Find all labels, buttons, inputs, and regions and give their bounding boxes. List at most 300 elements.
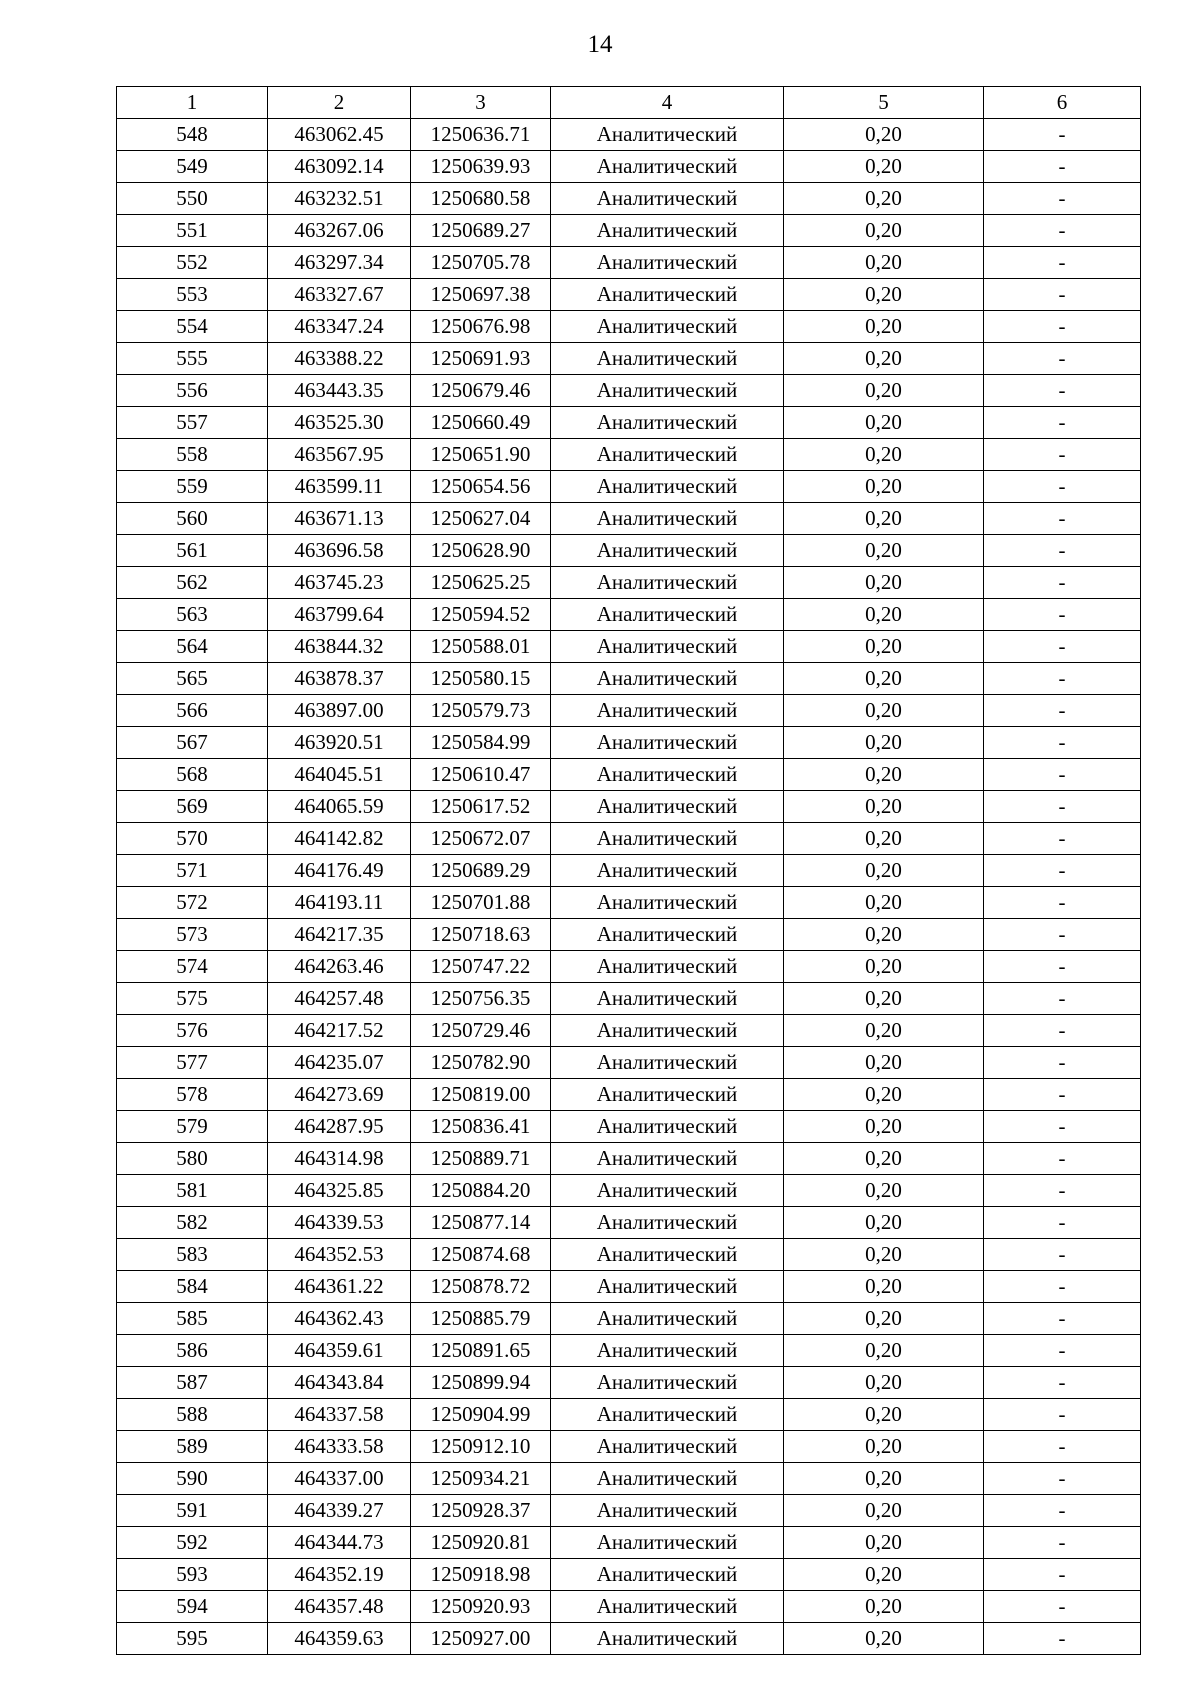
y-coordinate-cell: 1250697.38 xyxy=(411,279,551,311)
x-coordinate-cell: 463297.34 xyxy=(268,247,411,279)
accuracy-cell: 0,20 xyxy=(784,791,984,823)
note-cell: - xyxy=(984,503,1141,535)
y-coordinate-cell: 1250654.56 xyxy=(411,471,551,503)
accuracy-cell: 0,20 xyxy=(784,631,984,663)
method-cell: Аналитический xyxy=(551,1335,784,1367)
point-number-cell: 561 xyxy=(117,535,268,567)
point-number-cell: 567 xyxy=(117,727,268,759)
table-row xyxy=(117,567,1141,599)
method-cell: Аналитический xyxy=(551,1559,784,1591)
point-number-cell: 587 xyxy=(117,1367,268,1399)
y-coordinate-cell: 1250928.37 xyxy=(411,1495,551,1527)
accuracy-cell: 0,20 xyxy=(784,183,984,215)
y-coordinate-cell: 1250747.22 xyxy=(411,951,551,983)
y-coordinate-cell: 1250920.81 xyxy=(411,1527,551,1559)
table-row xyxy=(117,503,1141,535)
note-cell: - xyxy=(984,1591,1141,1623)
x-coordinate-cell: 464065.59 xyxy=(268,791,411,823)
accuracy-cell: 0,20 xyxy=(784,1047,984,1079)
point-number-cell: 571 xyxy=(117,855,268,887)
note-cell: - xyxy=(984,887,1141,919)
method-cell: Аналитический xyxy=(551,855,784,887)
x-coordinate-cell: 464362.43 xyxy=(268,1303,411,1335)
x-coordinate-cell: 463799.64 xyxy=(268,599,411,631)
x-coordinate-cell: 464314.98 xyxy=(268,1143,411,1175)
x-coordinate-cell: 463920.51 xyxy=(268,727,411,759)
table-row xyxy=(117,183,1141,215)
method-cell: Аналитический xyxy=(551,1047,784,1079)
accuracy-cell: 0,20 xyxy=(784,1399,984,1431)
x-coordinate-cell: 463443.35 xyxy=(268,375,411,407)
point-number-cell: 558 xyxy=(117,439,268,471)
table-row xyxy=(117,1079,1141,1111)
point-number-cell: 553 xyxy=(117,279,268,311)
column-header-3: 3 xyxy=(411,87,551,119)
note-cell: - xyxy=(984,1143,1141,1175)
x-coordinate-cell: 463844.32 xyxy=(268,631,411,663)
table-row xyxy=(117,247,1141,279)
accuracy-cell: 0,20 xyxy=(784,1207,984,1239)
note-cell: - xyxy=(984,1047,1141,1079)
accuracy-cell: 0,20 xyxy=(784,1559,984,1591)
method-cell: Аналитический xyxy=(551,631,784,663)
accuracy-cell: 0,20 xyxy=(784,407,984,439)
note-cell: - xyxy=(984,535,1141,567)
table-row xyxy=(117,1143,1141,1175)
table-row xyxy=(117,631,1141,663)
x-coordinate-cell: 464359.63 xyxy=(268,1623,411,1655)
method-cell: Аналитический xyxy=(551,1623,784,1655)
table-row xyxy=(117,343,1141,375)
accuracy-cell: 0,20 xyxy=(784,1175,984,1207)
method-cell: Аналитический xyxy=(551,471,784,503)
x-coordinate-cell: 463092.14 xyxy=(268,151,411,183)
table-row xyxy=(117,1623,1141,1655)
x-coordinate-cell: 464176.49 xyxy=(268,855,411,887)
point-number-cell: 594 xyxy=(117,1591,268,1623)
method-cell: Аналитический xyxy=(551,887,784,919)
note-cell: - xyxy=(984,951,1141,983)
y-coordinate-cell: 1250899.94 xyxy=(411,1367,551,1399)
accuracy-cell: 0,20 xyxy=(784,215,984,247)
point-number-cell: 560 xyxy=(117,503,268,535)
point-number-cell: 562 xyxy=(117,567,268,599)
note-cell: - xyxy=(984,1527,1141,1559)
point-number-cell: 593 xyxy=(117,1559,268,1591)
x-coordinate-cell: 463599.11 xyxy=(268,471,411,503)
note-cell: - xyxy=(984,1175,1141,1207)
accuracy-cell: 0,20 xyxy=(784,1495,984,1527)
note-cell: - xyxy=(984,1431,1141,1463)
y-coordinate-cell: 1250672.07 xyxy=(411,823,551,855)
note-cell: - xyxy=(984,215,1141,247)
x-coordinate-cell: 464287.95 xyxy=(268,1111,411,1143)
point-number-cell: 576 xyxy=(117,1015,268,1047)
x-coordinate-cell: 463745.23 xyxy=(268,567,411,599)
y-coordinate-cell: 1250885.79 xyxy=(411,1303,551,1335)
note-cell: - xyxy=(984,727,1141,759)
point-number-cell: 579 xyxy=(117,1111,268,1143)
table-row xyxy=(117,1271,1141,1303)
y-coordinate-cell: 1250579.73 xyxy=(411,695,551,727)
x-coordinate-cell: 464337.00 xyxy=(268,1463,411,1495)
accuracy-cell: 0,20 xyxy=(784,1271,984,1303)
accuracy-cell: 0,20 xyxy=(784,1527,984,1559)
y-coordinate-cell: 1250877.14 xyxy=(411,1207,551,1239)
column-header-2: 2 xyxy=(268,87,411,119)
table-row xyxy=(117,1207,1141,1239)
table-row xyxy=(117,1335,1141,1367)
method-cell: Аналитический xyxy=(551,663,784,695)
table-row xyxy=(117,407,1141,439)
y-coordinate-cell: 1250689.29 xyxy=(411,855,551,887)
method-cell: Аналитический xyxy=(551,1239,784,1271)
point-number-cell: 582 xyxy=(117,1207,268,1239)
note-cell: - xyxy=(984,311,1141,343)
column-header-6: 6 xyxy=(984,87,1141,119)
table-row xyxy=(117,1303,1141,1335)
y-coordinate-cell: 1250874.68 xyxy=(411,1239,551,1271)
method-cell: Аналитический xyxy=(551,1367,784,1399)
x-coordinate-cell: 464142.82 xyxy=(268,823,411,855)
y-coordinate-cell: 1250676.98 xyxy=(411,311,551,343)
y-coordinate-cell: 1250889.71 xyxy=(411,1143,551,1175)
y-coordinate-cell: 1250836.41 xyxy=(411,1111,551,1143)
table-row xyxy=(117,1239,1141,1271)
method-cell: Аналитический xyxy=(551,1399,784,1431)
accuracy-cell: 0,20 xyxy=(784,823,984,855)
note-cell: - xyxy=(984,1495,1141,1527)
note-cell: - xyxy=(984,471,1141,503)
table-header xyxy=(117,87,1141,119)
point-number-cell: 583 xyxy=(117,1239,268,1271)
note-cell: - xyxy=(984,823,1141,855)
accuracy-cell: 0,20 xyxy=(784,471,984,503)
accuracy-cell: 0,20 xyxy=(784,503,984,535)
y-coordinate-cell: 1250660.49 xyxy=(411,407,551,439)
note-cell: - xyxy=(984,343,1141,375)
table-row xyxy=(117,759,1141,791)
y-coordinate-cell: 1250927.00 xyxy=(411,1623,551,1655)
y-coordinate-cell: 1250729.46 xyxy=(411,1015,551,1047)
point-number-cell: 592 xyxy=(117,1527,268,1559)
point-number-cell: 572 xyxy=(117,887,268,919)
note-cell: - xyxy=(984,151,1141,183)
accuracy-cell: 0,20 xyxy=(784,1015,984,1047)
x-coordinate-cell: 463388.22 xyxy=(268,343,411,375)
point-number-cell: 556 xyxy=(117,375,268,407)
note-cell: - xyxy=(984,599,1141,631)
y-coordinate-cell: 1250934.21 xyxy=(411,1463,551,1495)
y-coordinate-cell: 1250884.20 xyxy=(411,1175,551,1207)
method-cell: Аналитический xyxy=(551,1271,784,1303)
note-cell: - xyxy=(984,1303,1141,1335)
table-row xyxy=(117,1591,1141,1623)
method-cell: Аналитический xyxy=(551,1079,784,1111)
y-coordinate-cell: 1250701.88 xyxy=(411,887,551,919)
point-number-cell: 568 xyxy=(117,759,268,791)
accuracy-cell: 0,20 xyxy=(784,695,984,727)
note-cell: - xyxy=(984,1335,1141,1367)
point-number-cell: 585 xyxy=(117,1303,268,1335)
method-cell: Аналитический xyxy=(551,695,784,727)
point-number-cell: 588 xyxy=(117,1399,268,1431)
coordinates-table xyxy=(116,86,1141,1655)
note-cell: - xyxy=(984,1015,1141,1047)
table-row xyxy=(117,215,1141,247)
x-coordinate-cell: 463567.95 xyxy=(268,439,411,471)
x-coordinate-cell: 463232.51 xyxy=(268,183,411,215)
y-coordinate-cell: 1250628.90 xyxy=(411,535,551,567)
x-coordinate-cell: 464357.48 xyxy=(268,1591,411,1623)
method-cell: Аналитический xyxy=(551,919,784,951)
accuracy-cell: 0,20 xyxy=(784,887,984,919)
y-coordinate-cell: 1250617.52 xyxy=(411,791,551,823)
y-coordinate-cell: 1250594.52 xyxy=(411,599,551,631)
y-coordinate-cell: 1250878.72 xyxy=(411,1271,551,1303)
table-row xyxy=(117,663,1141,695)
point-number-cell: 574 xyxy=(117,951,268,983)
point-number-cell: 563 xyxy=(117,599,268,631)
note-cell: - xyxy=(984,1463,1141,1495)
table-row xyxy=(117,311,1141,343)
note-cell: - xyxy=(984,1399,1141,1431)
y-coordinate-cell: 1250584.99 xyxy=(411,727,551,759)
y-coordinate-cell: 1250891.65 xyxy=(411,1335,551,1367)
table-row xyxy=(117,439,1141,471)
point-number-cell: 595 xyxy=(117,1623,268,1655)
page-number: 14 xyxy=(587,31,613,58)
method-cell: Аналитический xyxy=(551,567,784,599)
x-coordinate-cell: 464339.53 xyxy=(268,1207,411,1239)
x-coordinate-cell: 463267.06 xyxy=(268,215,411,247)
point-number-cell: 570 xyxy=(117,823,268,855)
accuracy-cell: 0,20 xyxy=(784,375,984,407)
note-cell: - xyxy=(984,1079,1141,1111)
method-cell: Аналитический xyxy=(551,951,784,983)
accuracy-cell: 0,20 xyxy=(784,663,984,695)
table-row xyxy=(117,1015,1141,1047)
x-coordinate-cell: 464325.85 xyxy=(268,1175,411,1207)
point-number-cell: 551 xyxy=(117,215,268,247)
note-cell: - xyxy=(984,375,1141,407)
point-number-cell: 578 xyxy=(117,1079,268,1111)
x-coordinate-cell: 463671.13 xyxy=(268,503,411,535)
method-cell: Аналитический xyxy=(551,183,784,215)
method-cell: Аналитический xyxy=(551,439,784,471)
y-coordinate-cell: 1250627.04 xyxy=(411,503,551,535)
y-coordinate-cell: 1250782.90 xyxy=(411,1047,551,1079)
table-row xyxy=(117,951,1141,983)
table-row xyxy=(117,375,1141,407)
y-coordinate-cell: 1250680.58 xyxy=(411,183,551,215)
y-coordinate-cell: 1250705.78 xyxy=(411,247,551,279)
note-cell: - xyxy=(984,663,1141,695)
accuracy-cell: 0,20 xyxy=(784,727,984,759)
point-number-cell: 550 xyxy=(117,183,268,215)
x-coordinate-cell: 464344.73 xyxy=(268,1527,411,1559)
x-coordinate-cell: 464045.51 xyxy=(268,759,411,791)
point-number-cell: 565 xyxy=(117,663,268,695)
accuracy-cell: 0,20 xyxy=(784,279,984,311)
table-row xyxy=(117,919,1141,951)
y-coordinate-cell: 1250689.27 xyxy=(411,215,551,247)
x-coordinate-cell: 464333.58 xyxy=(268,1431,411,1463)
y-coordinate-cell: 1250691.93 xyxy=(411,343,551,375)
method-cell: Аналитический xyxy=(551,983,784,1015)
point-number-cell: 548 xyxy=(117,119,268,151)
point-number-cell: 584 xyxy=(117,1271,268,1303)
note-cell: - xyxy=(984,631,1141,663)
accuracy-cell: 0,20 xyxy=(784,151,984,183)
note-cell: - xyxy=(984,1623,1141,1655)
table-row xyxy=(117,791,1141,823)
method-cell: Аналитический xyxy=(551,1431,784,1463)
x-coordinate-cell: 463327.67 xyxy=(268,279,411,311)
x-coordinate-cell: 464337.58 xyxy=(268,1399,411,1431)
method-cell: Аналитический xyxy=(551,1527,784,1559)
accuracy-cell: 0,20 xyxy=(784,599,984,631)
accuracy-cell: 0,20 xyxy=(784,1623,984,1655)
note-cell: - xyxy=(984,407,1141,439)
point-number-cell: 552 xyxy=(117,247,268,279)
note-cell: - xyxy=(984,1367,1141,1399)
table-row xyxy=(117,279,1141,311)
note-cell: - xyxy=(984,183,1141,215)
note-cell: - xyxy=(984,1271,1141,1303)
note-cell: - xyxy=(984,439,1141,471)
method-cell: Аналитический xyxy=(551,1463,784,1495)
table-row xyxy=(117,1559,1141,1591)
point-number-cell: 589 xyxy=(117,1431,268,1463)
x-coordinate-cell: 464273.69 xyxy=(268,1079,411,1111)
method-cell: Аналитический xyxy=(551,1015,784,1047)
method-cell: Аналитический xyxy=(551,343,784,375)
method-cell: Аналитический xyxy=(551,1495,784,1527)
accuracy-cell: 0,20 xyxy=(784,1335,984,1367)
x-coordinate-cell: 464352.19 xyxy=(268,1559,411,1591)
note-cell: - xyxy=(984,791,1141,823)
note-cell: - xyxy=(984,247,1141,279)
y-coordinate-cell: 1250651.90 xyxy=(411,439,551,471)
accuracy-cell: 0,20 xyxy=(784,1591,984,1623)
point-number-cell: 557 xyxy=(117,407,268,439)
note-cell: - xyxy=(984,1111,1141,1143)
accuracy-cell: 0,20 xyxy=(784,439,984,471)
note-cell: - xyxy=(984,919,1141,951)
x-coordinate-cell: 463062.45 xyxy=(268,119,411,151)
accuracy-cell: 0,20 xyxy=(784,343,984,375)
y-coordinate-cell: 1250625.25 xyxy=(411,567,551,599)
table-row xyxy=(117,727,1141,759)
accuracy-cell: 0,20 xyxy=(784,919,984,951)
note-cell: - xyxy=(984,695,1141,727)
accuracy-cell: 0,20 xyxy=(784,311,984,343)
note-cell: - xyxy=(984,279,1141,311)
accuracy-cell: 0,20 xyxy=(784,247,984,279)
accuracy-cell: 0,20 xyxy=(784,1367,984,1399)
point-number-cell: 573 xyxy=(117,919,268,951)
table-row xyxy=(117,1495,1141,1527)
x-coordinate-cell: 463525.30 xyxy=(268,407,411,439)
method-cell: Аналитический xyxy=(551,407,784,439)
x-coordinate-cell: 463878.37 xyxy=(268,663,411,695)
x-coordinate-cell: 464193.11 xyxy=(268,887,411,919)
table-row xyxy=(117,1527,1141,1559)
accuracy-cell: 0,20 xyxy=(784,1111,984,1143)
method-cell: Аналитический xyxy=(551,375,784,407)
point-number-cell: 586 xyxy=(117,1335,268,1367)
point-number-cell: 555 xyxy=(117,343,268,375)
point-number-cell: 564 xyxy=(117,631,268,663)
table-row xyxy=(117,855,1141,887)
y-coordinate-cell: 1250819.00 xyxy=(411,1079,551,1111)
y-coordinate-cell: 1250588.01 xyxy=(411,631,551,663)
x-coordinate-cell: 464257.48 xyxy=(268,983,411,1015)
y-coordinate-cell: 1250718.63 xyxy=(411,919,551,951)
point-number-cell: 559 xyxy=(117,471,268,503)
method-cell: Аналитический xyxy=(551,1591,784,1623)
note-cell: - xyxy=(984,1207,1141,1239)
accuracy-cell: 0,20 xyxy=(784,535,984,567)
x-coordinate-cell: 463696.58 xyxy=(268,535,411,567)
point-number-cell: 554 xyxy=(117,311,268,343)
table-row xyxy=(117,1111,1141,1143)
point-number-cell: 590 xyxy=(117,1463,268,1495)
method-cell: Аналитический xyxy=(551,599,784,631)
column-header-1: 1 xyxy=(117,87,268,119)
accuracy-cell: 0,20 xyxy=(784,983,984,1015)
table-row xyxy=(117,151,1141,183)
y-coordinate-cell: 1250904.99 xyxy=(411,1399,551,1431)
table-row xyxy=(117,1047,1141,1079)
table-row xyxy=(117,1399,1141,1431)
point-number-cell: 581 xyxy=(117,1175,268,1207)
table-row xyxy=(117,471,1141,503)
accuracy-cell: 0,20 xyxy=(784,1431,984,1463)
point-number-cell: 566 xyxy=(117,695,268,727)
method-cell: Аналитический xyxy=(551,759,784,791)
note-cell: - xyxy=(984,983,1141,1015)
accuracy-cell: 0,20 xyxy=(784,1463,984,1495)
column-header-5: 5 xyxy=(784,87,984,119)
table-header-row xyxy=(117,87,1141,119)
y-coordinate-cell: 1250920.93 xyxy=(411,1591,551,1623)
point-number-cell: 569 xyxy=(117,791,268,823)
method-cell: Аналитический xyxy=(551,1303,784,1335)
note-cell: - xyxy=(984,759,1141,791)
column-header-4: 4 xyxy=(551,87,784,119)
method-cell: Аналитический xyxy=(551,1175,784,1207)
table-row xyxy=(117,983,1141,1015)
method-cell: Аналитический xyxy=(551,215,784,247)
accuracy-cell: 0,20 xyxy=(784,759,984,791)
x-coordinate-cell: 464352.53 xyxy=(268,1239,411,1271)
accuracy-cell: 0,20 xyxy=(784,567,984,599)
table-row xyxy=(117,119,1141,151)
y-coordinate-cell: 1250912.10 xyxy=(411,1431,551,1463)
table-row xyxy=(117,599,1141,631)
x-coordinate-cell: 464361.22 xyxy=(268,1271,411,1303)
accuracy-cell: 0,20 xyxy=(784,1143,984,1175)
x-coordinate-cell: 463347.24 xyxy=(268,311,411,343)
x-coordinate-cell: 464217.35 xyxy=(268,919,411,951)
table-row xyxy=(117,823,1141,855)
y-coordinate-cell: 1250918.98 xyxy=(411,1559,551,1591)
accuracy-cell: 0,20 xyxy=(784,951,984,983)
point-number-cell: 591 xyxy=(117,1495,268,1527)
x-coordinate-cell: 463897.00 xyxy=(268,695,411,727)
